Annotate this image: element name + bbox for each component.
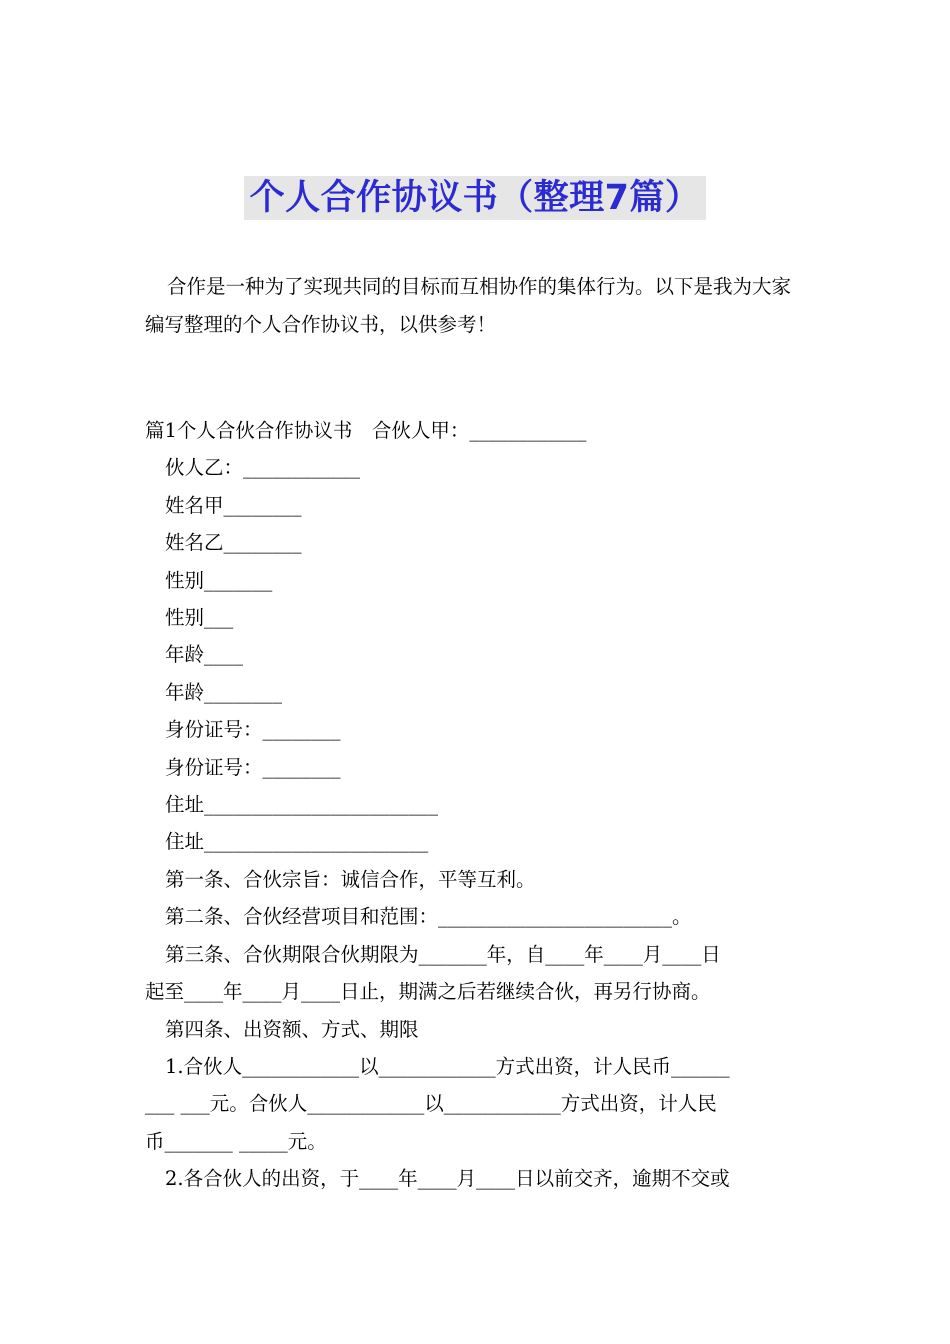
text-line: 住址_______________________ <box>165 830 429 854</box>
text-line: 起至____年____月____日止，期满之后若继续合伙，再另行协商。 <box>145 980 711 1004</box>
title-block <box>0 176 950 220</box>
text-line: 身份证号：________ <box>165 755 341 779</box>
text-line: 性别___ <box>165 606 234 630</box>
text-line: 性别_______ <box>165 568 273 592</box>
text-line: 第一条、合伙宗旨：诚信合作，平等互利。 <box>165 867 536 891</box>
text-line: 年龄________ <box>165 680 283 704</box>
text-line: 第四条、出资额、方式、期限 <box>165 1017 419 1041</box>
text-line: 1.合伙人____________以____________方式出资，计人民币______ <box>165 1054 730 1078</box>
text-line: 篇1个人合伙合作协议书 合伙人甲：____________ <box>145 419 587 442</box>
text-line: 第三条、合伙期限合伙期限为_______年，自____年____月____日 <box>165 942 721 966</box>
text-line: 年龄____ <box>165 643 244 667</box>
text-line: 身份证号：________ <box>165 718 341 742</box>
text-line: 姓名乙________ <box>165 531 302 555</box>
text-line: 住址________________________ <box>165 793 439 817</box>
text-line: 第二条、合伙经营项目和范围：________________________。 <box>165 905 692 929</box>
text-line: 2.各合伙人的出资，于____年____月____日以前交齐，逾期不交或 <box>165 1167 730 1191</box>
intro-paragraph: 合作是一种为了实现共同的目标而互相协作的集体行为。以下是我为大家编写整理的个人合作协议书，以供参考！ <box>145 275 792 336</box>
text-line: 伙人乙：____________ <box>165 456 361 480</box>
text-line: ___ ___元。合伙人____________以____________方式出资，计人民 <box>145 1092 717 1116</box>
text-line: 币_______ _____元。 <box>145 1129 327 1153</box>
document-title: 个人合作协议书（整理7篇） <box>244 176 707 220</box>
document-body <box>145 412 807 1198</box>
text-line: 姓名甲________ <box>165 493 302 517</box>
